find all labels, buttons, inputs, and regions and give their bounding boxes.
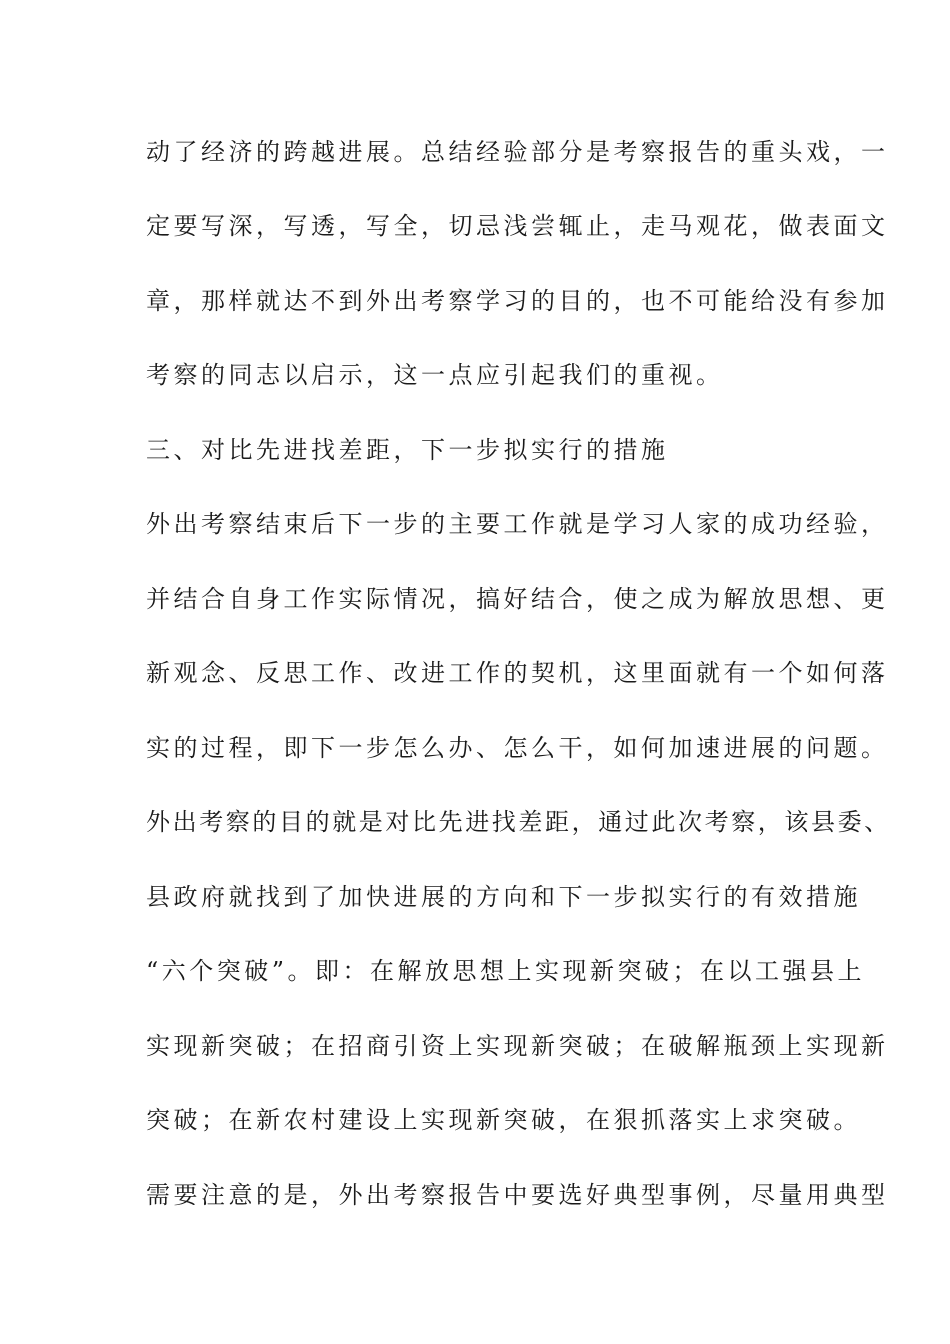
body-text-line: 外出考察结束后下一步的主要工作就是学习人家的成功经验， [146, 510, 889, 538]
body-text-line: 县政府就找到了加快进展的方向和下一步拟实行的有效措施 [146, 883, 861, 911]
section-heading: 三、对比先进找差距，下一步拟实行的措施 [146, 436, 669, 464]
body-text-line: 需要注意的是，外出考察报告中要选好典型事例，尽量用典型 [146, 1181, 889, 1209]
body-text-line: 动了经济的跨越进展。总结经验部分是考察报告的重头戏，一 [146, 138, 889, 166]
body-text-line: 章，那样就达不到外出考察学习的目的，也不可能给没有参加 [146, 287, 889, 315]
body-text-line: 定要写深，写透，写全，切忌浅尝辄止，走马观花，做表面文 [146, 212, 889, 240]
body-text-line: 考察的同志以启示，这一点应引起我们的重视。 [146, 361, 724, 389]
body-text-line: 实的过程，即下一步怎么办、怎么干，如何加速进展的问题。 [146, 734, 889, 762]
body-text-line: 新观念、反思工作、改进工作的契机，这里面就有一个如何落 [146, 659, 889, 687]
body-text-line: 并结合自身工作实际情况，搞好结合，使之成为解放思想、更 [146, 585, 889, 613]
body-text-line: “六个突破”。即：在解放思想上实现新突破；在以工强县上 [146, 957, 866, 985]
body-text-line: 外出考察的目的就是对比先进找差距，通过此次考察，该县委、 [146, 808, 891, 836]
body-text-line: 实现新突破；在招商引资上实现新突破；在破解瓶颈上实现新 [146, 1032, 889, 1060]
body-text-line: 突破；在新农村建设上实现新突破，在狠抓落实上求突破。 [146, 1106, 861, 1134]
